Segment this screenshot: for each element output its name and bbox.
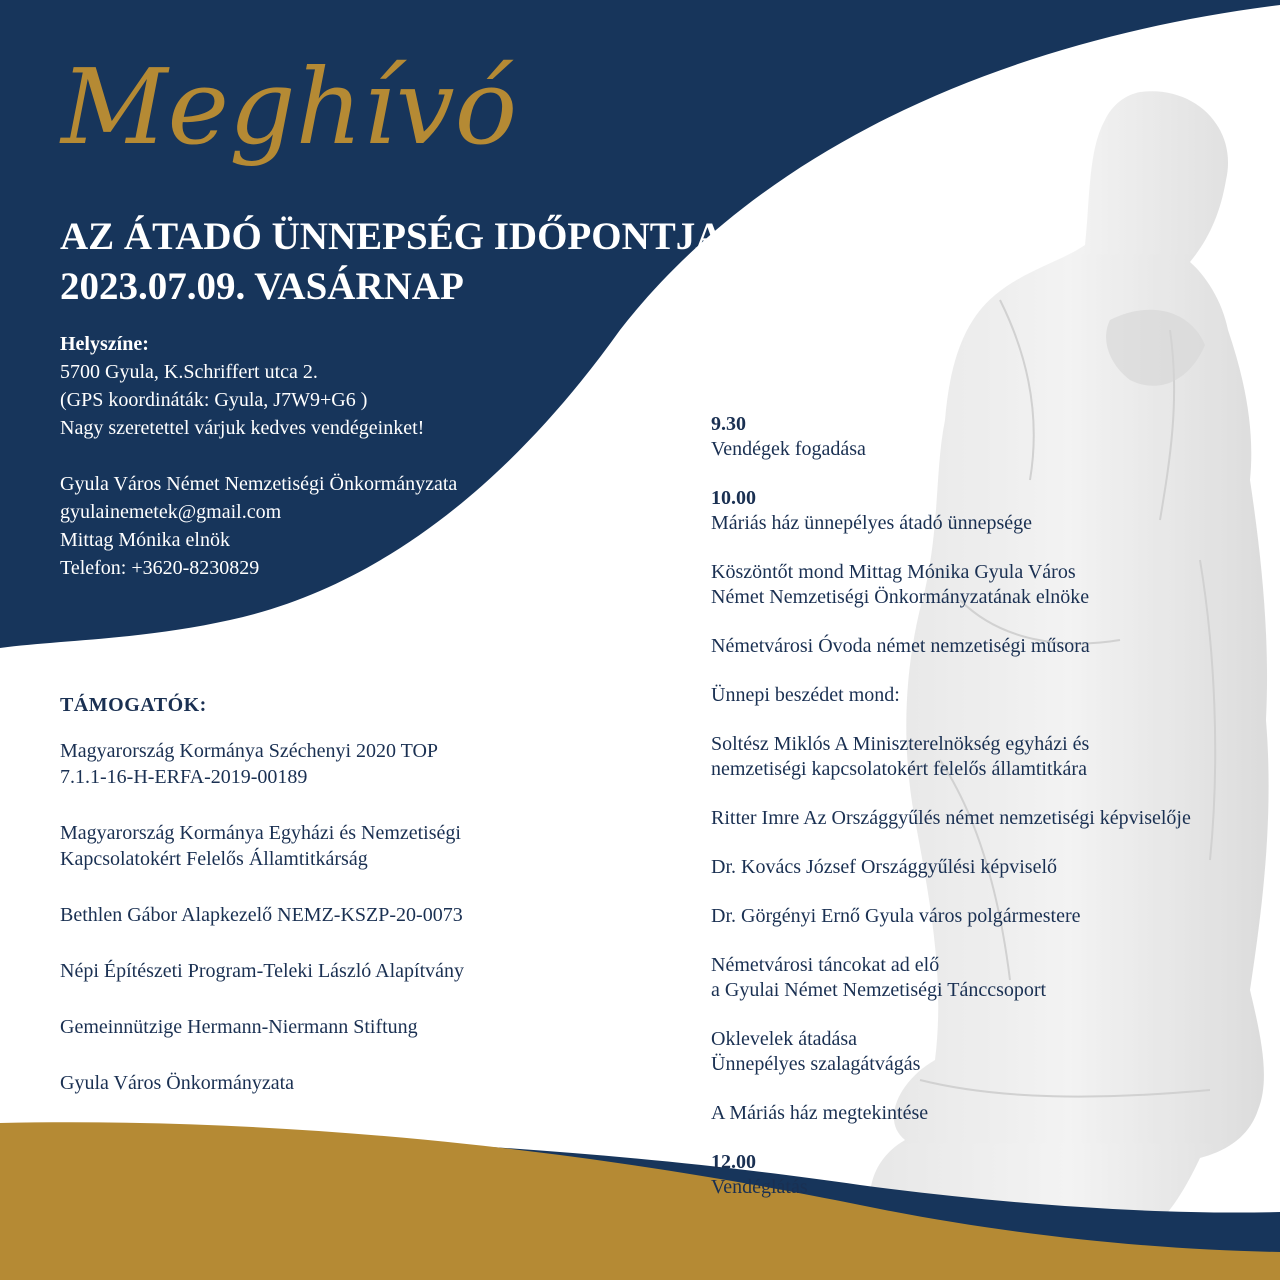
contact-email: gyulainemetek@gmail.com <box>60 501 282 523</box>
svg-text:Meghívó: Meghívó <box>61 46 518 168</box>
program-item <box>711 732 1280 782</box>
program-item <box>711 412 1280 462</box>
program-line: nemzetiségi kapcsolatokért felelős államtitkára <box>711 758 1087 780</box>
program-line: Ünnepi beszédet mond: <box>711 684 900 706</box>
program-time: 10.00 <box>711 487 756 509</box>
program-line: Dr. Görgényi Ernő Gyula város polgármestere <box>711 905 1081 927</box>
contact-phone: Telefon: +3620-8230829 <box>60 557 260 579</box>
program-line: Köszöntőt mond Mittag Mónika Gyula Város <box>711 561 1076 583</box>
program-line: A Máriás ház megtekintése <box>711 1102 929 1124</box>
sponsor-item: Magyarország Kormánya Széchenyi 2020 TOP 7.1.1-16-H-ERFA-2019-00189 <box>60 740 439 788</box>
program-line: Német Nemzetiségi Önkormányzatának elnöke <box>711 586 1090 608</box>
program-line: Dr. Kovács József Országgyűlési képviselő <box>711 856 1058 878</box>
sponsors-section <box>60 694 660 1126</box>
program-line: Máriás ház ünnepélyes átadó ünnepsége <box>711 512 1032 534</box>
welcome-text: Nagy szeretettel várjuk kedves vendégeinket! <box>60 417 425 439</box>
program-item <box>711 953 1280 1003</box>
sponsors-list <box>60 738 660 1096</box>
program-line: Ünnepélyes szalagátvágás <box>711 1053 921 1075</box>
program-time: 9.30 <box>711 413 746 435</box>
program-item <box>711 486 1280 536</box>
program-line: a Gyulai Német Nemzetiségi Tánccsoport <box>711 979 1047 1001</box>
program-item <box>711 1150 1280 1200</box>
program-item <box>711 1027 1280 1077</box>
program-schedule <box>711 412 1280 1224</box>
program-line: Vendéglátás <box>711 1176 808 1198</box>
program-time: 12.00 <box>711 1151 756 1173</box>
program-line: Soltész Miklós A Miniszterelnökség egyházi és <box>711 733 1090 755</box>
venue-block <box>60 330 457 582</box>
heading-line-1: AZ ÁTADÓ ÜNNEPSÉG IDŐPONTJA: <box>60 215 737 258</box>
program-line: Vendégek fogadása <box>711 438 866 460</box>
contact-person: Mittag Mónika elnök <box>60 529 230 551</box>
program-item <box>711 806 1280 831</box>
sponsor-item: Bethlen Gábor Alapkezelő NEMZ-KSZP-20-0073 <box>60 904 463 926</box>
contact-block <box>60 470 457 582</box>
sponsor-item: Magyarország Kormánya Egyházi és Nemzetiségi Kapcsolatokért Felelős Államtitkárság <box>60 822 461 870</box>
heading-line-2: 2023.07.09. VASÁRNAP <box>60 265 464 308</box>
sponsor-item: Népi Építészeti Program-Teleki László Alapítvány <box>60 960 465 982</box>
program-item <box>711 1101 1280 1126</box>
sponsors-heading: TÁMOGATÓK: <box>60 694 207 716</box>
venue-label: Helyszíne: <box>60 333 149 355</box>
program-item <box>711 855 1280 880</box>
program-line: Oklevelek átadása <box>711 1028 858 1050</box>
program-item <box>711 560 1280 610</box>
program-line: Ritter Imre Az Országgyűlés német nemzetiségi képviselője <box>711 807 1191 829</box>
sponsor-item: Gemeinnützige Hermann-Niermann Stiftung <box>60 1016 418 1038</box>
venue-gps: (GPS koordináták: Gyula, J7W9+G6 ) <box>60 389 368 411</box>
contact-org: Gyula Város Német Nemzetiségi Önkormányzata <box>60 473 458 495</box>
program-line: Németvárosi táncokat ad elő <box>711 954 940 976</box>
ceremony-heading <box>60 212 736 312</box>
sponsor-item: Gyula Város Önkormányzata <box>60 1072 295 1094</box>
program-item <box>711 683 1280 708</box>
program-item <box>711 634 1280 659</box>
program-item <box>711 904 1280 929</box>
title-script <box>55 35 595 185</box>
program-line: Németvárosi Óvoda német nemzetiségi műsora <box>711 635 1090 657</box>
venue-address: 5700 Gyula, K.Schriffert utca 2. <box>60 361 318 383</box>
